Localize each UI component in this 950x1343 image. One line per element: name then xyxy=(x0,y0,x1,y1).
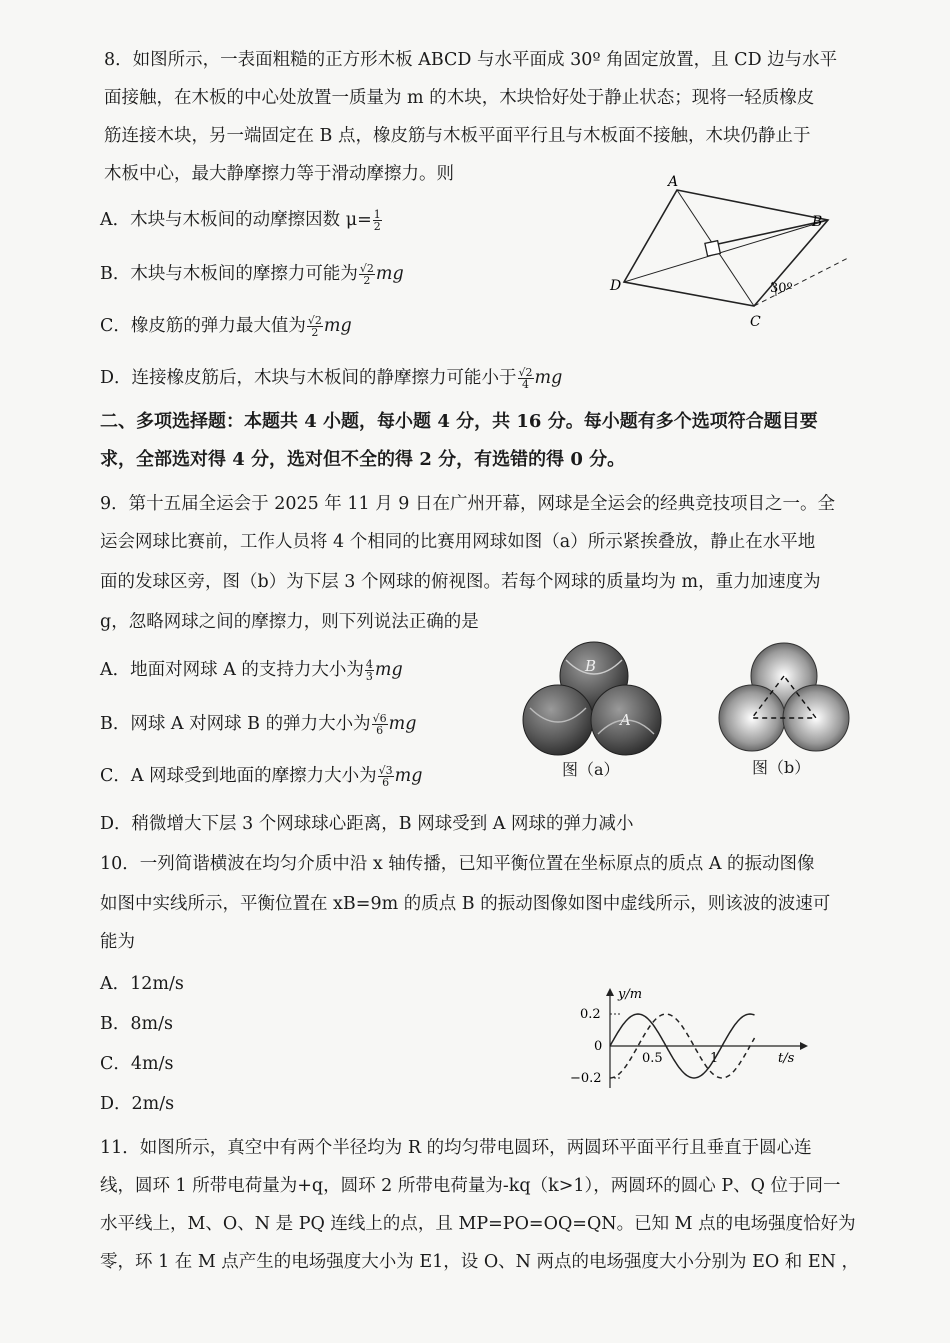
board-outline xyxy=(624,190,828,306)
q9-option-a: A．地面对网球 A 的支持力大小为 $\frac{4}{3}$ mg xyxy=(100,658,403,683)
section2-title-line-2: 求，全部选对得 4 分，选对但不全的得 2 分，有选错的得 0 分。 xyxy=(100,449,626,470)
q8-option-c: C．橡皮筋的弹力最大值为 $\frac{√2}{2}$ mg xyxy=(100,314,352,339)
q9-line-2: 运会网球比赛前，工作人员将 4 个相同的比赛用网球如图（a）所示紧挨叠放，静止在水平地 xyxy=(100,532,816,552)
q8-line-3: 筋连接木块，另一端固定在 B 点，橡皮筋与木板平面平行且与木板面不接触，木块仍静止于 xyxy=(104,126,811,146)
q10-option-d: D．2m/s xyxy=(100,1094,175,1114)
q10-vibration-chart xyxy=(560,980,810,1092)
q10-option-b: B．8m/s xyxy=(100,1014,173,1034)
q9-option-b: B．网球 A 对网球 B 的弹力大小为 $\frac{√6}{6}$ mg xyxy=(100,712,417,737)
x-axis-arrow xyxy=(800,1042,808,1050)
label-d: D xyxy=(610,278,622,294)
tick-label-x-one: 1 xyxy=(710,1051,719,1066)
q9-line-3: 面的发球区旁，图（b）为下层 3 个网球的俯视图。若每个网球的质量均为 m，重力加速度为 xyxy=(100,572,821,592)
q8-option-b: B．木块与木板间的摩擦力可能为 $\frac{√2}{2}$ mg xyxy=(100,262,404,287)
q10-line-2: 如图中实线所示，平衡位置在 xB=9m 的质点 B 的振动图像如图中虚线所示，则该波的波速可 xyxy=(100,894,831,914)
q8-line-1: 8．如图所示，一表面粗糙的正方形木板 ABCD 与水平面成 30º 角固定放置，且 CD 边与水平 xyxy=(104,50,838,70)
ball-label-b: B xyxy=(585,657,597,675)
wood-block xyxy=(705,241,720,256)
q9-line-4: g，忽略网球之间的摩擦力，则下列说法正确的是 xyxy=(100,612,479,632)
label-angle: 30º xyxy=(770,281,793,296)
q8-option-d: D．连接橡皮筋后，木块与木板间的静摩擦力可能小于 $\frac{√2}{4}$ mg xyxy=(100,366,563,391)
q11-line-3: 水平线上，M、O、N 是 PQ 连线上的点，且 MP=PO=OQ=QN。已知 M 点的电场强度恰好为 xyxy=(100,1214,856,1234)
label-b: B xyxy=(812,214,823,230)
q9-figure-b-caption: 图（b） xyxy=(752,758,811,777)
q8-line-2: 面接触，在木板的中心处放置一质量为 m 的木块，木块恰好处于静止状态；现将一轻质橡皮 xyxy=(104,88,815,108)
y-axis-arrow xyxy=(606,988,614,996)
q10-line-3: 能为 xyxy=(100,932,135,952)
y-axis-label: y/m xyxy=(618,987,643,1002)
q10-option-a: A．12m/s xyxy=(100,974,184,994)
q10-option-c: C．4m/s xyxy=(100,1054,174,1074)
tick-label-y-top: 0.2 xyxy=(580,1007,601,1022)
q11-line-2: 线，圆环 1 所带电荷量为+q，圆环 2 所带电荷量为-kq（k>1），两圆环的圆心 P、Q 位于同一 xyxy=(100,1176,841,1196)
tick-label-y-zero: 0 xyxy=(594,1039,603,1054)
q10-line-1: 10．一列简谐横波在均匀介质中沿 x 轴传播，已知平衡位置在坐标原点的质点 A 的振动图像 xyxy=(100,854,815,874)
q9-option-d: D．稍微增大下层 3 个网球球心距离，B 网球受到 A 网球的弹力减小 xyxy=(100,814,634,834)
section2-title-line-1: 二、多项选择题：本题共 4 小题，每小题 4 分，共 16 分。每小题有多个选项符合题目要 xyxy=(100,411,818,432)
x-axis-label: t/s xyxy=(778,1051,795,1066)
label-c: C xyxy=(750,314,761,330)
label-a: A xyxy=(668,174,679,190)
ground-dashed-line xyxy=(754,258,848,306)
tick-label-y-bottom: −0.2 xyxy=(570,1071,602,1086)
q8-option-a: A．木块与木板间的动摩擦因数 μ= $\frac{1}{2}$ xyxy=(100,208,381,233)
q9-line-1: 9．第十五届全运会于 2025 年 11 月 9 日在广州开幕，网球是全运会的经典竞技项目之一。全 xyxy=(100,494,835,514)
q9-figure-a-caption: 图（a） xyxy=(562,760,620,779)
q11-line-1: 11．如图所示，真空中有两个半径均为 R 的均匀带电圆环，两圆环平面平行且垂直于圆心连 xyxy=(100,1138,812,1158)
q9-option-c: C．A 网球受到地面的摩擦力大小为 $\frac{√3}{6}$ mg xyxy=(100,764,423,789)
ball-label-a: A xyxy=(620,711,631,729)
q11-line-4: 零，环 1 在 M 点产生的电场强度大小为 E1，设 O、N 两点的电场强度大小分别为 EO 和 EN ， xyxy=(100,1252,860,1272)
q8-line-4: 木板中心，最大静摩擦力等于滑动摩擦力。则 xyxy=(104,164,454,184)
q9-figure-b xyxy=(714,636,854,756)
tick-label-x-half: 0.5 xyxy=(642,1051,663,1066)
q8-board-figure xyxy=(600,172,860,332)
tennis-ball-left xyxy=(523,685,593,755)
